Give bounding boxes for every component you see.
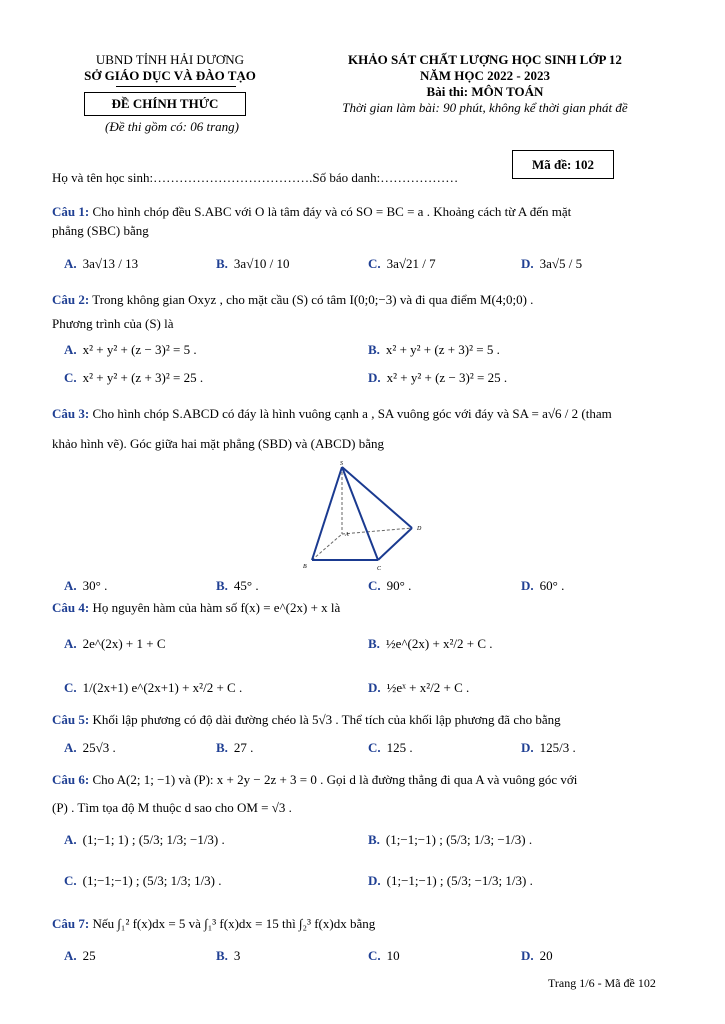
option-text: 25√3 .	[82, 740, 116, 755]
q4-option-a[interactable]: A. 2e^(2x) + 1 + C	[64, 636, 166, 651]
duration: Thời gian làm bài: 90 phút, không kể thời gian phát đề	[342, 100, 628, 115]
option-text: 20	[539, 948, 553, 963]
option-text: x² + y² + (z − 3)² = 5 .	[82, 342, 197, 357]
q1-option-a[interactable]: A. 3a√13 / 13	[64, 256, 139, 271]
option-text: 125/3 .	[539, 740, 576, 755]
option-text: 3a√21 / 7	[386, 256, 436, 271]
question-3	[52, 406, 685, 422]
pages-note: (Đề thi gồm có: 06 trang)	[105, 119, 239, 134]
question-text: Phương trình của (S) là	[52, 316, 174, 331]
q3-option-b[interactable]: B. 45° .	[216, 578, 259, 593]
q6-option-b[interactable]: B. (1;−1;−1) ; (5/3; 1/3; −1/3) .	[368, 832, 533, 847]
question-label: Câu 7:	[52, 916, 90, 931]
q3-option-c[interactable]: C. 90° .	[368, 578, 412, 593]
question-text: (P) . Tìm tọa độ M thuộc d sao cho OM = √3 .	[52, 800, 292, 815]
q3-option-d[interactable]: D. 60° .	[521, 578, 565, 593]
question-label: Câu 5:	[52, 712, 90, 727]
vertex-label-c: C	[377, 566, 382, 572]
exam-code-box: Mã đề: 102	[512, 150, 614, 179]
vertex-label-b: B	[303, 564, 307, 570]
option-text: 27 .	[233, 740, 254, 755]
q7-option-c[interactable]: C. 10	[368, 948, 400, 963]
q2-option-d[interactable]: D. x² + y² + (z − 3)² = 25 .	[368, 370, 508, 385]
option-text: 25	[82, 948, 96, 963]
option-text: (1;−1;−1) ; (5/3; −1/3; 1/3) .	[386, 873, 533, 888]
question-text: khảo hình vẽ). Góc giữa hai mặt phẳng (SBD) và (ABCD) bằng	[52, 436, 384, 451]
question-text: Nếu ∫₁² f(x)dx = 5 và ∫₁³ f(x)dx = 15 thì ∫₂³ f(x)dx bằng	[92, 916, 376, 931]
question-label: Câu 2:	[52, 292, 90, 307]
option-text: 1/(2x+1) e^(2x+1) + x²/2 + C .	[82, 680, 243, 695]
option-text: ½e^(2x) + x²/2 + C .	[385, 636, 493, 651]
option-text: 125 .	[386, 740, 413, 755]
question-4	[52, 600, 685, 616]
question-label: Câu 3:	[52, 406, 90, 421]
option-text: 3a√5 / 5	[539, 256, 583, 271]
q1-option-d[interactable]: D. 3a√5 / 5	[521, 256, 583, 271]
official-stamp: ĐỀ CHÍNH THỨC	[84, 92, 246, 116]
q5-option-b[interactable]: B. 27 .	[216, 740, 254, 755]
question-text: Cho hình chóp S.ABCD có đáy là hình vuông cạnh a , SA vuông góc với đáy và SA = a√6 / 2 (tham	[92, 406, 612, 421]
q2-option-c[interactable]: C. x² + y² + (z + 3)² = 25 .	[64, 370, 204, 385]
subject: Bài thi: MÔN TOÁN	[426, 84, 544, 99]
office-name: SỞ GIÁO DỤC VÀ ĐÀO TẠO	[84, 68, 256, 83]
q5-option-d[interactable]: D. 125/3 .	[521, 740, 576, 755]
question-text: Khối lập phương có độ dài đường chéo là 5√3 . Thể tích của khối lập phương đã cho bằng	[92, 712, 561, 727]
question-1-cont	[52, 223, 685, 239]
question-5	[52, 712, 685, 728]
page-footer: Trang 1/6 - Mã đề 102	[548, 976, 656, 990]
question-1	[52, 204, 685, 220]
q1-option-b[interactable]: B. 3a√10 / 10	[216, 256, 290, 271]
option-text: x² + y² + (z + 3)² = 25 .	[82, 370, 204, 385]
vertex-label-a: A	[345, 532, 349, 538]
question-text: Họ nguyên hàm của hàm số f(x) = e^(2x) + x là	[92, 600, 341, 615]
school-year: NĂM HỌC 2022 - 2023	[420, 68, 550, 83]
q3-option-a[interactable]: A. 30° .	[64, 578, 108, 593]
student-name-label: Họ và tên học sinh:……………………………….	[52, 170, 313, 185]
student-id-label: Số báo danh:………………	[312, 170, 459, 185]
q7-option-b[interactable]: B. 3	[216, 948, 241, 963]
q1-option-c[interactable]: C. 3a√21 / 7	[368, 256, 436, 271]
option-text: ½eˣ + x²/2 + C .	[386, 680, 470, 695]
option-text: 45° .	[233, 578, 259, 593]
option-text: (1;−1;−1) ; (5/3; 1/3; −1/3) .	[385, 832, 533, 847]
question-text: Trong không gian Oxyz , cho mặt cầu (S) có tâm I(0;0;−3) và đi qua điểm M(4;0;0) .	[92, 292, 534, 307]
student-info	[52, 170, 458, 186]
header-underline	[116, 86, 236, 87]
question-3-cont	[52, 436, 685, 452]
q5-option-a[interactable]: A. 25√3 .	[64, 740, 116, 755]
question-text: Cho A(2; 1; −1) và (P): x + 2y − 2z + 3 = 0 . Gọi d là đường thẳng đi qua A và vuông góc với	[92, 772, 578, 787]
q4-option-d[interactable]: D. ½eˣ + x²/2 + C .	[368, 680, 470, 695]
option-text: x² + y² + (z − 3)² = 25 .	[386, 370, 508, 385]
q7-option-d[interactable]: D. 20	[521, 948, 553, 963]
q6-option-a[interactable]: A. (1;−1; 1) ; (5/3; 1/3; −1/3) .	[64, 832, 225, 847]
option-text: 2e^(2x) + 1 + C	[82, 636, 166, 651]
option-text: (1;−1;−1) ; (5/3; 1/3; 1/3) .	[82, 873, 222, 888]
question-label: Câu 4:	[52, 600, 90, 615]
question-2-cont	[52, 316, 685, 332]
q7-option-a[interactable]: A. 25	[64, 948, 96, 963]
q4-option-c[interactable]: C. 1/(2x+1) e^(2x+1) + x²/2 + C .	[64, 680, 243, 695]
option-text: 3a√13 / 13	[82, 256, 139, 271]
question-6-cont	[52, 800, 685, 816]
question-6	[52, 772, 685, 788]
q6-option-d[interactable]: D. (1;−1;−1) ; (5/3; −1/3; 1/3) .	[368, 873, 533, 888]
question-7	[52, 916, 685, 932]
pyramid-figure	[290, 458, 440, 578]
option-text: x² + y² + (z + 3)² = 5 .	[385, 342, 500, 357]
department-name: UBND TỈNH HẢI DƯƠNG	[95, 52, 245, 67]
question-2	[52, 292, 685, 308]
question-label: Câu 1:	[52, 204, 90, 219]
question-text: Cho hình chóp đều S.ABC với O là tâm đáy và có SO = BC = a . Khoảng cách từ A đến mặt	[92, 204, 572, 219]
q5-option-c[interactable]: C. 125 .	[368, 740, 413, 755]
option-text: (1;−1; 1) ; (5/3; 1/3; −1/3) .	[82, 832, 225, 847]
header-left	[60, 52, 280, 84]
q2-option-b[interactable]: B. x² + y² + (z + 3)² = 5 .	[368, 342, 500, 357]
option-text: 30° .	[82, 578, 108, 593]
exam-title: KHẢO SÁT CHẤT LƯỢNG HỌC SINH LỚP 12	[348, 52, 622, 67]
vertex-label-d: D	[417, 526, 422, 532]
option-text: 60° .	[539, 578, 565, 593]
q2-option-a[interactable]: A. x² + y² + (z − 3)² = 5 .	[64, 342, 197, 357]
q4-option-b[interactable]: B. ½e^(2x) + x²/2 + C .	[368, 636, 493, 651]
header-right	[305, 52, 665, 116]
vertex-label-s: S	[340, 461, 343, 467]
question-label: Câu 6:	[52, 772, 90, 787]
option-text: 10	[386, 948, 400, 963]
option-text: 90° .	[386, 578, 412, 593]
option-text: 3	[233, 948, 241, 963]
q6-option-c[interactable]: C. (1;−1;−1) ; (5/3; 1/3; 1/3) .	[64, 873, 222, 888]
option-text: 3a√10 / 10	[233, 256, 290, 271]
question-text: phẳng (SBC) bằng	[52, 223, 149, 238]
